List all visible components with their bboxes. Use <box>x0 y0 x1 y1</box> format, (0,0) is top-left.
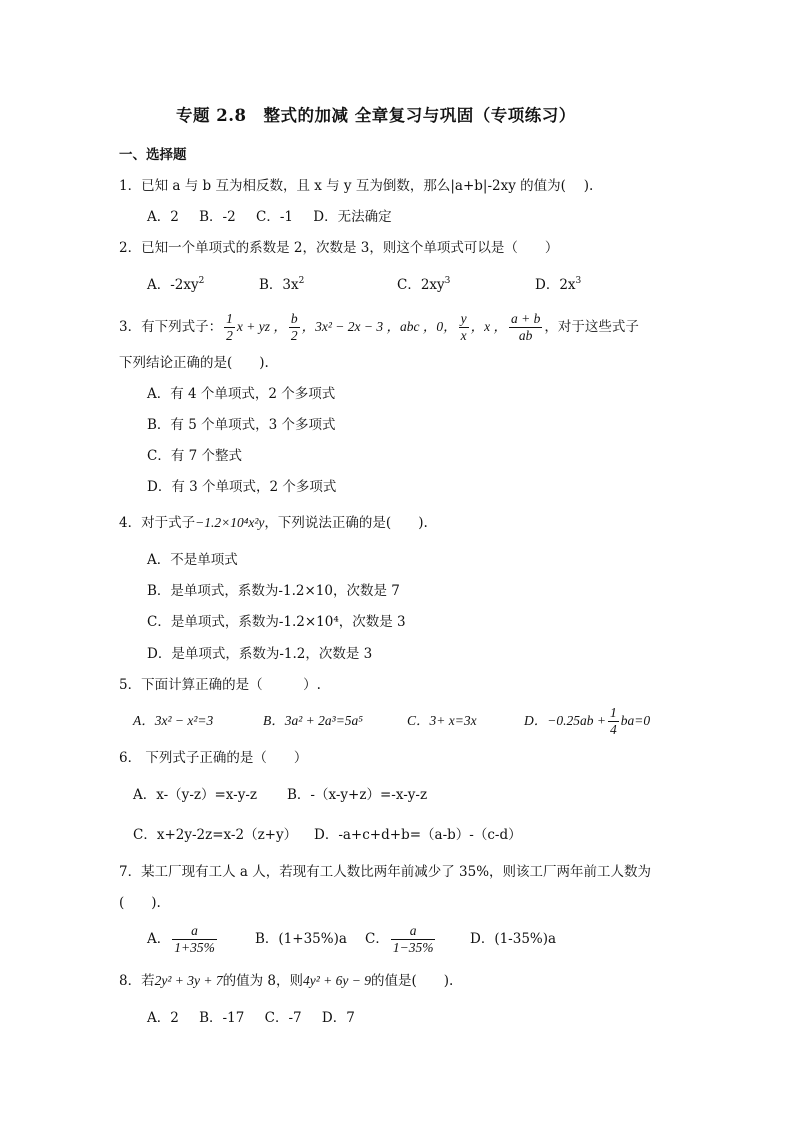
question-7-option-c: C． $\frac{a}{1-35\%}$ <box>365 923 434 955</box>
fraction-y-over-x: $\frac{y}{x}$ <box>460 311 467 343</box>
question-3-option-c: C．有 7 个整式 <box>147 448 243 464</box>
question-7-line2: ( ). <box>119 895 161 911</box>
fraction-b-over-2: $\frac{b}{2}$ <box>290 311 298 343</box>
question-7-option-b: B．(1+35%)a <box>255 931 347 947</box>
question-3-stem: 3．有下列式子： $\frac{1}{2}$ x + yz ， $\frac{b}{2}$ ，3x² − 2x − 3 ，abc ，0， $\frac{y}{x}$ ，x ， $\frac{a + b}{ab}$ ，对于这些式子 <box>119 311 639 343</box>
question-6-option-d: D．-a+c+d+b=（a-b）-（c-d） <box>314 827 522 843</box>
expression: −1.2×10⁴x²y <box>195 515 265 530</box>
option-d: D．无法确定 <box>313 209 392 225</box>
question-4-option-c: C．是单项式，系数为-1.2×10⁴，次数是 3 <box>147 614 406 630</box>
option-a: A．2 <box>147 1010 179 1026</box>
question-1-options <box>147 208 408 226</box>
question-6-option-b: B．-（x-y+z）=-x-y-z <box>287 787 428 803</box>
question-5-stem: 5．下面计算正确的是（ ）. <box>119 677 321 693</box>
option-b: B．-2 <box>199 209 236 225</box>
option-d: D．7 <box>321 1010 355 1026</box>
question-3-line2: 下列结论正确的是( ). <box>119 355 269 371</box>
question-6-option-a: A．x-（y-z）=x-y-z <box>133 787 258 803</box>
section-heading: 一、选择题 <box>119 147 187 163</box>
fraction-a-plus-b-over-ab: $\frac{a + b}{ab}$ <box>510 311 541 343</box>
question-2-option-c: C．$2xy^3$ <box>397 276 451 293</box>
page-title: 专题 2.8 整式的加减 全章复习与巩固（专项练习） <box>176 106 576 125</box>
question-7-option-a: A． $\frac{a}{1+35\%}$ <box>147 923 215 955</box>
question-1-stem: 1．已知 a 与 b 互为相反数，且 x 与 y 互为倒数，那么|a+b|-2xy 的值为( ). <box>119 178 594 194</box>
option-c: C．-7 <box>264 1010 302 1026</box>
fraction-one-half: $\frac{1}{2}$ <box>226 311 233 343</box>
question-2-option-a: A．$-2xy^2$ <box>147 276 205 293</box>
question-6-option-c: C．x+2y-2z=x-2（z+y） <box>133 827 298 843</box>
question-2-option-d: D．$2x^3$ <box>535 276 582 293</box>
option-a: A．2 <box>147 209 179 225</box>
option-b: B．-17 <box>199 1010 245 1026</box>
question-4-option-d: D．是单项式，系数为-1.2，次数是 3 <box>147 646 373 662</box>
question-7-option-d: D．(1-35%)a <box>470 931 557 947</box>
question-3-option-d: D．有 3 个单项式，2 个多项式 <box>147 479 337 495</box>
question-4-option-a: A．不是单项式 <box>147 552 238 568</box>
question-5-option-c: C．3+ x=3x <box>407 713 477 728</box>
question-5-option-b: B．3a² + 2a³=5a⁵ <box>263 713 364 728</box>
option-c: C．-1 <box>256 209 293 225</box>
question-3-option-a: A．有 4 个单项式，2 个多项式 <box>147 386 336 402</box>
question-8-options <box>147 1009 371 1027</box>
question-2-stem: 2．已知一个单项式的系数是 2，次数是 3，则这个单项式可以是（ ） <box>119 240 559 256</box>
question-4-option-b: B．是单项式，系数为-1.2×10，次数是 7 <box>147 583 400 599</box>
question-2-option-b: B．$3x^2$ <box>259 276 305 293</box>
question-4-stem: 4．对于式子−1.2×10⁴x²y，下列说法正确的是( ). <box>119 515 428 531</box>
question-3-option-b: B．有 5 个单项式，3 个多项式 <box>147 417 336 433</box>
question-6-stem: 6． 下列式子正确的是（ ） <box>119 750 308 766</box>
question-8-stem: 8．若2y² + 3y + 7的值为 8，则4y² + 6y − 9的值是( ). <box>119 973 454 989</box>
question-5-option-d: D．−0.25ab + $\frac{1}{4}$ ba=0 <box>524 705 651 738</box>
question-7-stem: 7．某工厂现有工人 a 人，若现有工人数比两年前减少了 35%，则该工厂两年前工人数为 <box>119 864 652 880</box>
question-5-option-a: A．3x² − x²=3 <box>133 713 214 728</box>
